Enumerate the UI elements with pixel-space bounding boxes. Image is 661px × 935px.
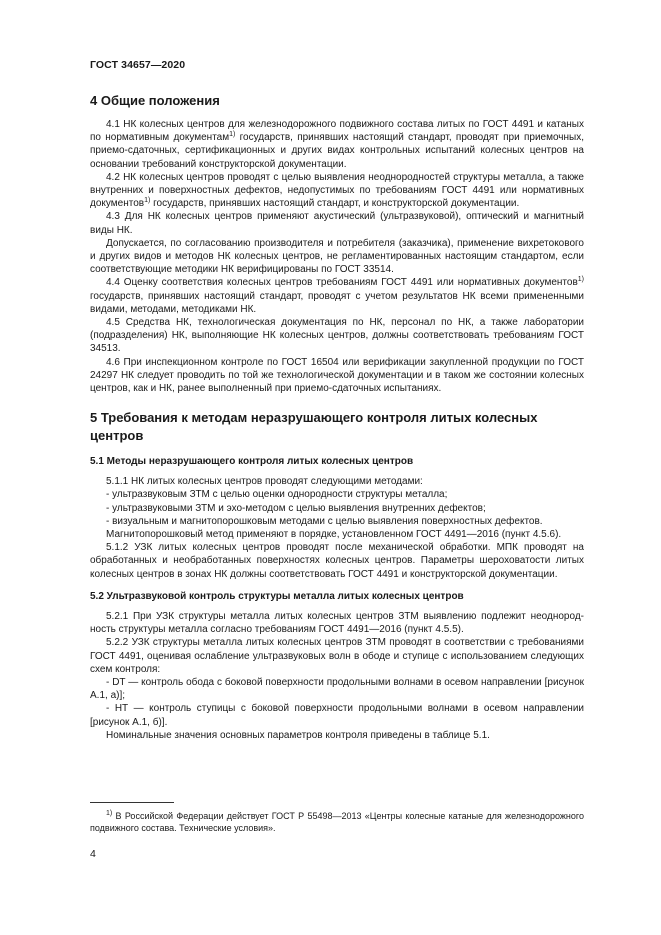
list-item: - ультразвуковыми ЗТМ и эхо-методом с целью выявления внутренних дефектов;	[106, 502, 486, 514]
paragraph-4-1-text-b: государств, принявших настоящий стандарт, проводят при приемочных, приемо-сдаточных, сертификационных и других видах контрольных испытаний колесных центров на основании требований конструкторской документации.	[90, 132, 585, 170]
paragraph-4-4-text-a: 4.4 Оценку соответствия колесных центров требованиям ГОСТ 4491 или нормативных документов	[106, 277, 578, 289]
paragraph-4-1-text-a: 4.1 НК колесных центров для железнодорожного подвижного состава литых по ГОСТ 4491 и катаных по нормативным документам	[90, 119, 584, 144]
footnote-ref: 1)	[229, 131, 236, 139]
paragraph-4-4	[90, 276, 584, 316]
paragraph-4-6: 4.6 При инспекционном контроле по ГОСТ 16504 или верификации закупленной продукции по ГОСТ 24297 НК следует проводить по той же технологической документации и в таком же состоянии колесных центров, как и НК, ранее выполненный при приемо-сдаточных испытаниях.	[90, 356, 584, 395]
paragraph-4-2-text-b: государств, принявших настоящий стандарт, и конструкторской документации.	[150, 198, 520, 210]
footnote-marker: 1)	[106, 810, 113, 817]
list-item: - визуальным и магнитопорошковым методами с целью выявления поверхностных дефектов.	[106, 515, 543, 527]
list-item: - НТ — контроль ступицы с боковой поверхности продольными волнами в осевом направлении [рисунок А.1, б)].	[90, 703, 584, 728]
paragraph-4-2	[90, 171, 584, 211]
footnote	[90, 810, 584, 834]
paragraph-4-4-text-b: государств, принявших настоящий стандарт, проводят с учетом результатов НК всеми примененными видами, методами, методиками НК.	[90, 290, 584, 315]
paragraph-4-5: 4.5 Средства НК, технологическая документация по НК, персонал по НК, а также лаборатории (подразделения) НК, выполняющие НК колесных центров, должны соответствовать требованиям ГОСТ 34513.	[90, 317, 584, 355]
footnote-ref: 1)	[577, 276, 584, 284]
page-body	[90, 90, 584, 742]
paragraph-4-2-text-a: 4.2 НК колесных центров проводят с целью выявления неоднородностей структуры металла, а также внутренних и поверхностных дефектов, недопустимых по требованиям ГОСТ 4491 или нормативных документов	[90, 171, 584, 210]
document-header: ГОСТ 34657—2020	[90, 59, 186, 71]
list-item: - DT — контроль обода с боковой поверхности продольными волнами в осевом направлении [рисунок А.1, а)];	[90, 676, 584, 702]
paragraph-5-2-note: Номинальные значения основных параметров контроля приведены в таблице 5.1.	[106, 729, 490, 741]
paragraph-5-1-2: 5.1.2 УЗК литых колесных центров проводят после механической обработки. МПК проводят на обработанных и необработанных поверхностях колесных центров. Параметры шероховатости литых колесных центров в зонах НК должны соответствовать ГОСТ 4491 и конструкторской документации.	[90, 542, 584, 580]
section-4-title: 4 Общие положения	[90, 93, 220, 108]
paragraph-4-1	[90, 118, 584, 171]
paragraph-4-3-note: Допускается, по согласованию производителя и потребителя (заказчика), применение вихретокового и других видов и методов НК колесных центров, не регламентированных настоящим стандартом, если соответствующие методики НК верифицированы по ГОСТ 33514.	[90, 237, 584, 276]
subsection-5-1-title: 5.1 Методы неразрушающего контроля литых колесных центров	[90, 456, 414, 468]
section-5-title: 5 Требования к методам неразрушающего контроля литых колесных центров	[90, 410, 538, 444]
subsection-5-2-title: 5.2 Ультразвуковой контроль структуры металла литых колесных центров	[90, 590, 464, 602]
paragraph-5-1-1-note: Магнитопорошковый метод применяют в порядке, установленном ГОСТ 4491—2016 (пункт 4.5.6).	[106, 529, 562, 541]
page-number: 4	[90, 848, 96, 860]
paragraph-5-1-1: 5.1.1 НК литых колесных центров проводят следующими методами:	[106, 476, 423, 488]
paragraph-5-2-1: 5.2.1 При УЗК структуры металла литых колесных центров ЗТМ выявлению подлежит неоднородность структуры металла согласно требованиям ГОСТ 4491—2016 (пункт 4.5.5).	[90, 610, 584, 636]
list-item: - ультразвуковым ЗТМ с целью оценки однородности структуры металла;	[106, 489, 448, 501]
paragraph-5-2-2: 5.2.2 УЗК структуры металла литых колесных центров ЗТМ проводят в соответствии с требованиями ГОСТ 4491, оценивая ослабление ультразвуковых волн в ободе и ступице с использованием следующих схем контроля:	[90, 637, 584, 675]
footnote-ref: 1)	[144, 197, 151, 205]
footnote-divider	[90, 802, 174, 803]
paragraph-4-3: 4.3 Для НК колесных центров применяют акустический (ультразвуковой), оптический и магнитный виды НК.	[90, 211, 584, 236]
footnote-text: В Российской Федерации действует ГОСТ Р 55498—2013 «Центры колесные катаные для железнодорожного подвижного состава. Технические условия».	[90, 811, 584, 833]
